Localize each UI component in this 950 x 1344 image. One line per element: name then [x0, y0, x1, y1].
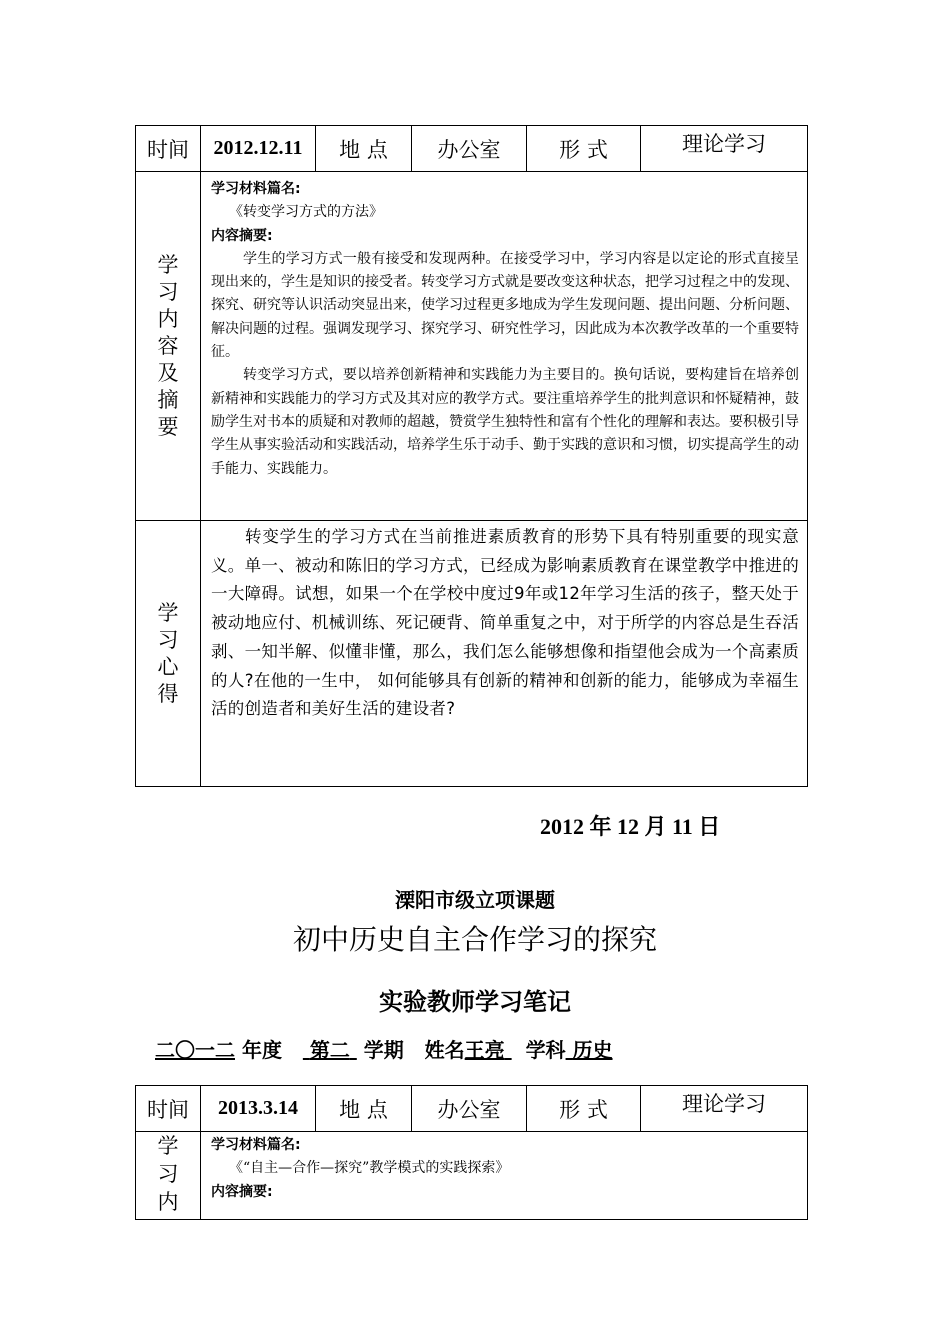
reflection-cell — [201, 521, 808, 787]
study-content-row — [136, 172, 808, 521]
study-content-row — [136, 1132, 808, 1220]
material-title-label: 学习材料篇名: — [211, 1137, 301, 1153]
material-title-label: 学习材料篇名: — [211, 181, 301, 197]
study-content-label: 学 习 内 容 及 摘 要 — [136, 172, 201, 521]
reflection-text: 转变学生的学习方式在当前推进素质教育的形势下具有特别重要的现实意义。单一、被动和陈旧的学习方式，已经成为影响素质教育在课堂教学中推进的一大障碍。试想，如果一个在学校中度过9年或12年学习生活的孩子，整天处于被动地应付、机械训练、死记硬背、简单重复之中，对于所学的内容总是生吞活剥、一知半解、似懂非懂，那么，我们怎么能够想像和指望他会成为一个高素质的人?在他的一生中， 如何能够具有创新的精神和创新的能力，能够成为幸福生活的创造者和美好生活的建设者? — [211, 527, 799, 719]
project-line: 溧阳市级立项课题 — [395, 888, 555, 912]
reflection-row — [136, 521, 808, 787]
place-label: 地 点 — [316, 126, 412, 172]
subject-label: 学科 — [525, 1038, 566, 1062]
summary-label: 内容摘要: — [211, 1183, 273, 1200]
notes-title: 实验教师学习笔记 — [379, 988, 571, 1016]
record-header-row — [136, 126, 808, 172]
material-title: 《“自主—合作—探究”教学模式的实践探索》 — [229, 1160, 510, 1177]
time-value: 2012.12.11 — [201, 126, 316, 172]
form-value: 理论学习 — [641, 1086, 808, 1132]
name-value: 王亮 — [464, 1038, 505, 1062]
signoff-date: 2012 年 12 月 11 日 — [540, 814, 721, 839]
subject-value: 历史 — [572, 1038, 613, 1062]
time-value: 2013.3.14 — [201, 1086, 316, 1132]
study-record-table-1 — [135, 125, 808, 787]
study-record-table-2 — [135, 1085, 808, 1220]
summary-paragraph-2: 转变学习方式，要以培养创新精神和实践能力为主要目的。换句话说，要构建旨在培养创新精神和实践能力的学习方式及其对应的教学方式。要注重培养学生的批判意识和怀疑精神，鼓励学生对书本的质疑和对教师的超越，赞赏学生独特性和富有个性化的理解和表达。要积极引导学生从事实验活动和实践活动，培养学生乐于动手、勤于实践的意识和习惯，切实提高学生的动手能力、实践能力。 — [211, 367, 799, 477]
project-title: 初中历史自主合作学习的探究 — [292, 923, 657, 956]
year-value: 二〇一二 — [155, 1038, 235, 1062]
year-label: 年度 — [241, 1038, 282, 1062]
material-title: 《转变学习方式的方法》 — [229, 204, 383, 221]
study-content-label: 学 习 内 — [136, 1132, 201, 1220]
term-info-line — [155, 1034, 613, 1063]
summary-paragraph-1: 学生的学习方式一般有接受和发现两种。在接受学习中，学习内容是以定论的形式直接呈现出来的，学生是知识的接受者。转变学习方式就是要改变这种状态，把学习过程之中的发现、探究、研究等认识活动突显出来，使学习过程更多地成为学生发现问题、提出问题、分析问题、解决问题的过程。强调发现学习、探究学习、研究性学习，因此成为本次教学改革的一个重要特征。 — [211, 250, 799, 361]
record-header-row — [136, 1086, 808, 1132]
time-label: 时间 — [136, 1086, 201, 1132]
study-content-cell — [201, 172, 808, 521]
place-value: 办公室 — [412, 1086, 527, 1132]
name-label: 姓名 — [424, 1038, 465, 1062]
study-content-cell — [201, 1132, 808, 1220]
time-label: 时间 — [136, 126, 201, 172]
term-label: 学期 — [363, 1038, 404, 1062]
form-label: 形 式 — [527, 126, 641, 172]
term-value: 第二 — [309, 1038, 350, 1062]
form-label: 形 式 — [527, 1086, 641, 1132]
place-label: 地 点 — [316, 1086, 412, 1132]
summary-label: 内容摘要: — [211, 227, 273, 244]
form-value: 理论学习 — [641, 126, 808, 172]
place-value: 办公室 — [412, 126, 527, 172]
reflection-label: 学 习 心 得 — [136, 521, 201, 787]
